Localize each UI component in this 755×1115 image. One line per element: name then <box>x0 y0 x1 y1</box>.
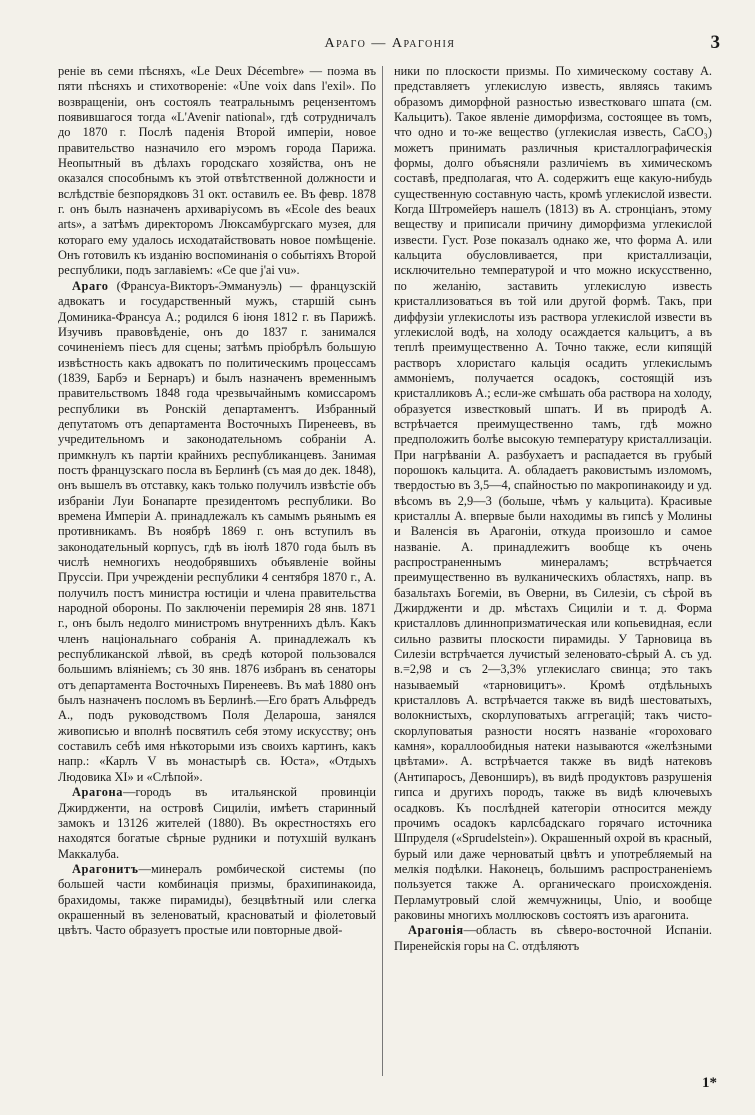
page-title: Араго — Арагонія <box>324 36 456 51</box>
entry-text: (Франсуа-Викторъ-Эммануэль) — французскій адвокатъ и государственный мужъ, старшій сынъ Доминика-Франсуа А.; родился 6 іюня 1812 г. въ Парижѣ. Изучивъ правовѣденіе, онъ до 1837 г. занимался сочиненіемъ пiесъ для сцены; затѣмъ пріобрѣлъ большую извѣстность какъ адвокатъ по политическимъ процессамъ (1839, Барбэ и Бернаръ) и былъ назначенъ временнымъ правительствомъ 1848 года чрезвычайнымъ комиссаромъ республики въ Ронскій департаментъ. Избранный депутатомъ отъ департамента Восточныхъ Пиренеевъ, въ учредительномъ и законодательномъ собраніи А. примкнулъ къ партіи крайнихъ республиканцевъ. Занимая постъ французскаго посла въ Берлинѣ (съ мая до дек. 1848), онъ вышелъ въ отставку, какъ только получилъ извѣстіе объ избраніи Луи Бонапарте президентомъ республики. Во времена Имперіи А. принадлежалъ къ самымъ рьянымъ ея противникамъ. Въ ноябрѣ 1869 г. онъ вступилъ въ законодательный корпусъ, гдѣ въ іюлѣ 1870 года былъ въ числѣ немногихъ неодобрявшихъ объявленіе войны Пруссіи. При учрежденіи республики 4 сентября 1870 г., А. получилъ постъ министра юстиціи и члена правительства народной обороны. По заключеніи перемирія 28 янв. 1871 г., онъ былъ недолго министромъ внутреннихъ дѣлъ. Какъ членъ національнаго собранія А. принадлежалъ къ республиканской лѣвой, въ средѣ которой пользовался большимъ вліяніемъ; съ 30 янв. 1876 избранъ въ сенаторы отъ департамента Восточныхъ Пиренеевъ. Въ маѣ 1880 онъ былъ назначенъ посломъ въ Берлинѣ.—Его братъ Альфредъ А., подъ руководствомъ Поля Деларошa, занялся живописью и вполнѣ посвятилъ себя этому искусству; онъ составилъ себѣ имя нѣкоторыми изъ своихъ картинъ, какъ напр.: «Карлъ V въ монастырѣ св. Юста», «Отдыхъ Людовика XI» и «Слѣпой». <box>58 278 376 784</box>
article-paragraph <box>394 923 712 954</box>
left-column <box>58 64 376 939</box>
entry-text: —минералъ ромбической системы (по большей части комбинація призмы, брахипинакоида, брахидомы, также пирамиды), безцвѣтный или слегка окрашенный въ зеленоватый, красноватый и фіолетовый цвѣтъ. Часто образуетъ простые или повторные двой- <box>58 861 376 938</box>
right-column <box>394 64 712 954</box>
article-paragraph <box>58 785 376 862</box>
entry-text: —область въ сѣверо-восточной Испаніи. Пиренейскія горы на С. отдѣляютъ <box>394 923 712 953</box>
entry-headword: Арагонія <box>408 923 464 938</box>
entry-headword: Араго <box>72 278 109 293</box>
entry-headword: Арагонитъ <box>72 861 139 876</box>
entry-text: —городъ въ итальянской провинціи Джирдженти, на островѣ Сициліи, имѣетъ старинный замокъ и 13126 жителей (1880). Въ окрестностяхъ его находятся богатые сѣрные рудники и потухшій вулканъ Маккалуба. <box>58 785 376 861</box>
column-divider <box>382 66 383 1076</box>
article-paragraph <box>58 862 376 939</box>
running-header <box>60 34 720 60</box>
entry-headword: Арагона <box>72 785 124 800</box>
signature-mark: 1* <box>702 1075 717 1091</box>
article-paragraph <box>394 64 712 923</box>
article-paragraph <box>58 279 376 785</box>
page-number: 3 <box>710 32 720 53</box>
entry-text: ники по плоскости призмы. По химическому составу А. представляетъ углекислую известь, являясь такимъ образомъ диморфной разностью известковаго шпата (см. Кальцитъ). Такое явленіе диморфизма, состоящее въ томъ, что одно и то-же вещество (углекислая известь, CaCO₃) можетъ принимать различныя кристаллографическія формы, долго объясняли различіемъ въ химическомъ составѣ, предполагая, что А. содержитъ еще какую-нибудь существенную составную часть, кромѣ углекислой извести. Когда Штромейеръ нашелъ (1813) въ А. стронціанъ, этому веществу и приписали причину диморфизма углекислой извести. Густ. Розе показалъ однако же, что форма А. или кальцита обусловливается, при кристаллизаціи, исключительно температурой и что можно искусственно, по желанію, заставить углекислую известь кристаллизоваться въ той или другой формѣ. Такъ, при диффузіи углекислоты изъ раствора углекислой извести въ углекислой водѣ, на холоду осаждается кальцитъ, а въ теплѣ преимущественно А. Точно также, если кипящій растворъ хлористаго кальція осадить углекислымъ аммоніемъ, получается осадокъ, состоящій изъ кристалликовъ А.; если-же смѣшать оба раствора на холоду, образуется известковый шпатъ. И въ природѣ А. встрѣчается преимущественно тамъ, гдѣ можно предположить болѣе высокую температуру кристаллизаціи. При нагрѣваніи А. разбухаетъ и распадается въ грубый порошокъ кальцита. А. обладаетъ раковистымъ изломомъ, твердостью въ 3,5—4, спайностью по макропинакоиду и уд. вѣсомъ въ 2,9—3 (больше, чѣмъ у кальцита). Красивые кристаллы А. впервые были находимы въ гипсѣ у Молины и Валенсія въ Арагоніи, откуда произошло и самое названіе. А. принадлежитъ вообще къ очень распространеннымъ минераламъ; встрѣчается преимущественно въ вулканическихъ областяхъ, напр. въ базальтахъ Богеміи, въ Оверни, въ Силезіи, съ сѣрой въ Джирдженти и др. мѣстахъ Сициліи и т. д. Форма кристалловъ длиннопризматическая или копьевидная, если сильно развиты плоскости пирамиды. У Тарновица въ Силезіи встрѣчается лучистый зеленовато-сѣрый А. съ уд. в.=2,98 и съ 2—3,3% углекислаго свинца; это такъ называемый «тарновицитъ». Кромѣ отдѣльныхъ кристалловъ А. встрѣчается также въ видѣ шестоватыхъ, волокнистыхъ, скорлуповатыхъ аггрегацій; такъ чисто-скорлуповатыя разности носятъ названіе «гороховаго камня», кораллообидныя натеки называются «желѣзными цвѣтами». А. встрѣчается также въ видѣ натековъ (Антипаросъ, Девонширъ), въ видѣ продуктовъ разрушенія гипса и другихъ породъ, также въ видѣ ключевыхъ осадковъ. Къ послѣдней категоріи относится между прочимъ осадокъ карлсбадскаго горячаго источника Шпруделя («Sprudelstein»). Окрашенный охрой въ красный, бурый или даже черноватый цвѣтъ и употребляемый на мелкія подѣлки. Наконецъ, большимъ распространеніемъ пользуется также А. органическаго происхожденія. Перламутровый слой жемчужницы, Unio, и вообще раковины многихъ моллюсковъ состоятъ изъ арагонита. <box>394 64 712 922</box>
entry-text: реніе въ семи пѣсняхъ, «Le Deux Décembre» — поэма въ пяти пѣсняхъ и стихотвореніе: «Une voix dans l'exil». По возвращеніи, онъ состоялъ театральнымъ рецензентомъ появившагося тогда «L'Avenir national», гдѣ сотрудничалъ до 1870 г. Послѣ паденія Второй имперіи, новое правительство назначило его мэромъ города Парижа. Неопытный въ дѣлахъ городскаго хозяйства, онъ не оказался способнымъ къ этой отвѣтственной должности и вслѣдствіе безпорядковъ 31 окт. оставилъ ее. Въ февр. 1878 г. онъ былъ назначенъ архиваріусомъ въ «Ecole des beaux arts», а затѣмъ директоромъ Люксамбургскаго музея, для котораго ему удалось исходатайствовать новое помѣщеніе. Онъ готовилъ къ изданію воспоминанія о событіяхъ Второй республики, подъ заглавіемъ: «Ce que j'ai vu». <box>58 64 376 278</box>
article-paragraph <box>58 64 376 279</box>
